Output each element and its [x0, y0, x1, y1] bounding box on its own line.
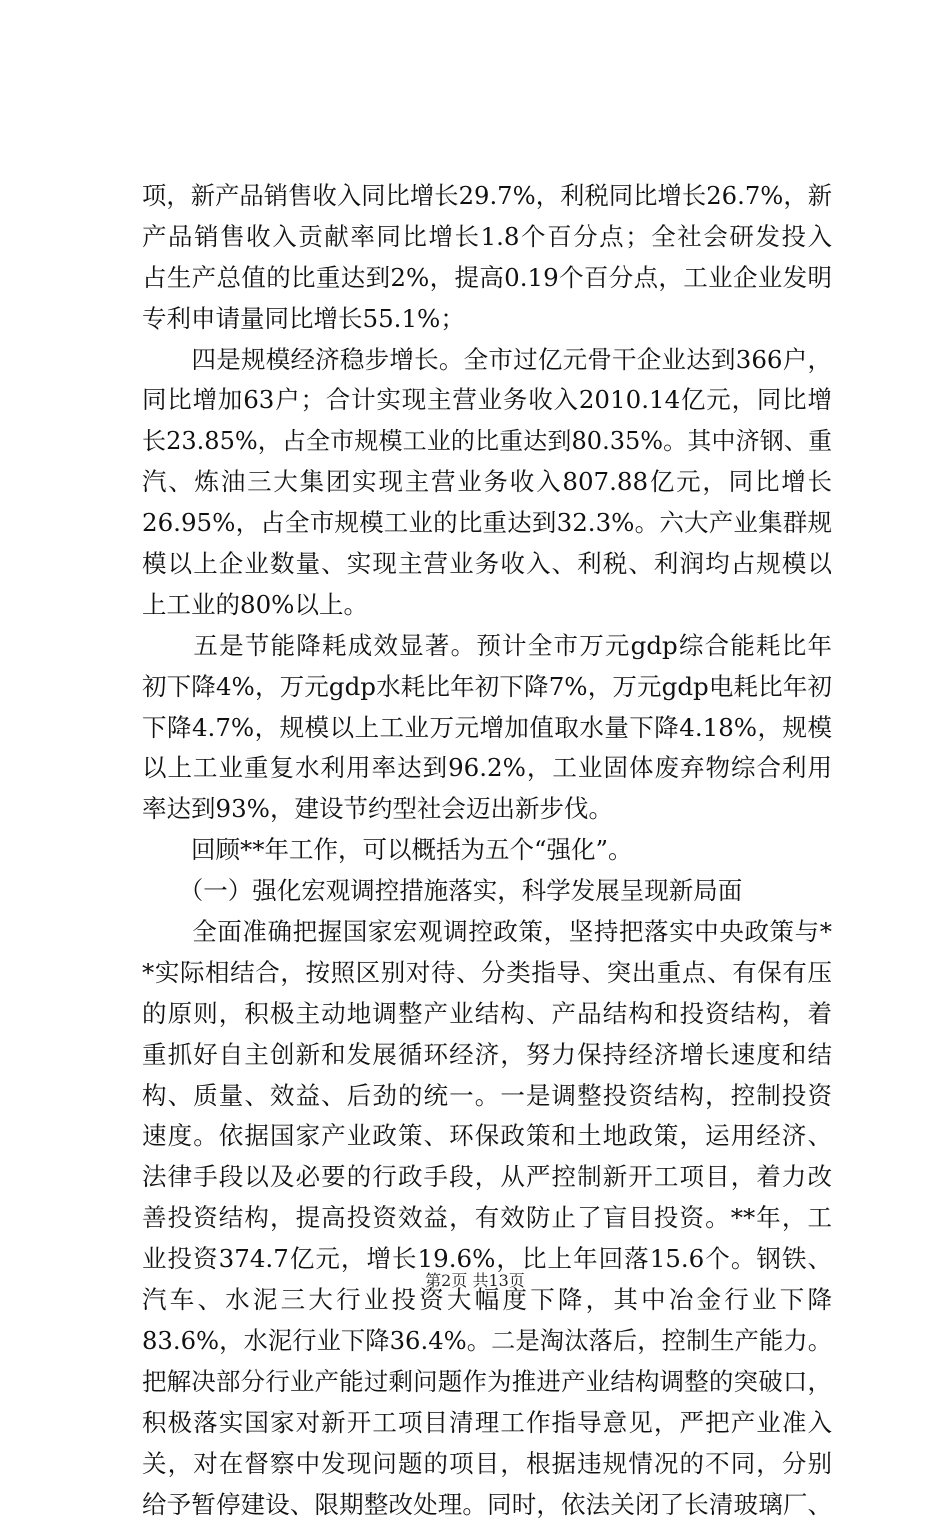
text-line: 专利申请量同比增长55.1%； [142, 299, 832, 340]
text-line: 给予暂停建设、限期整改处理。同时，依法关闭了长清玻璃厂、 [142, 1485, 832, 1525]
text-line: 以上工业重复水利用率达到96.2%，工业固体废弃物综合利用 [142, 748, 832, 789]
text-line: 把解决部分行业产能过剩问题作为推进产业结构调整的突破口， [142, 1362, 832, 1403]
text-line: 业投资374.7亿元，增长19.6%，比上年回落15.6个。钢铁、 [142, 1239, 832, 1280]
text-line: 26.95%，占全市规模工业的比重达到32.3%。六大产业集群规 [142, 503, 832, 544]
text-line: 速度。依据国家产业政策、环保政策和土地政策，运用经济、 [142, 1116, 832, 1157]
text-line: 占生产总值的比重达到2%，提高0.19个百分点，工业企业发明 [142, 258, 832, 299]
text-line: 善投资结构，提高投资效益，有效防止了盲目投资。**年，工 [142, 1198, 832, 1239]
text-line: 全面准确把握国家宏观调控政策，坚持把落实中央政策与* [142, 912, 832, 953]
page-footer: 第2页 共13页 [0, 1268, 950, 1291]
text-line: 初下降4%，万元gdp水耗比年初下降7%，万元gdp电耗比年初 [142, 667, 832, 708]
document-body [142, 176, 832, 1525]
text-line: 产品销售收入贡献率同比增长1.8个百分点；全社会研发投入 [142, 217, 832, 258]
text-line: 汽车、水泥三大行业投资大幅度下降，其中冶金行业下降 [142, 1280, 832, 1321]
text-line: *实际相结合，按照区别对待、分类指导、突出重点、有保有压 [142, 953, 832, 994]
text-line: 83.6%，水泥行业下降36.4%。二是淘汰落后，控制生产能力。 [142, 1321, 832, 1362]
text-line: 率达到93%，建设节约型社会迈出新步伐。 [142, 789, 832, 830]
text-line: 长23.85%，占全市规模工业的比重达到80.35%。其中济钢、重 [142, 421, 832, 462]
text-line: 积极落实国家对新开工项目清理工作指导意见，严把产业准入 [142, 1403, 832, 1444]
text-line: 项，新产品销售收入同比增长29.7%，利税同比增长26.7%，新 [142, 176, 832, 217]
text-line: 四是规模经济稳步增长。全市过亿元骨干企业达到366户， [142, 340, 832, 381]
text-line: 法律手段以及必要的行政手段，从严控制新开工项目，着力改 [142, 1157, 832, 1198]
text-line: 上工业的80%以上。 [142, 585, 832, 626]
section-heading: （一）强化宏观调控措施落实，科学发展呈现新局面 [142, 871, 832, 912]
text-line: 关，对在督察中发现问题的项目，根据违规情况的不同，分别 [142, 1444, 832, 1485]
text-line: 重抓好自主创新和发展循环经济，努力保持经济增长速度和结 [142, 1035, 832, 1076]
text-line: 五是节能降耗成效显著。预计全市万元gdp综合能耗比年 [142, 626, 832, 667]
text-line: 汽、炼油三大集团实现主营业务收入807.88亿元，同比增长 [142, 462, 832, 503]
text-line: 回顾**年工作，可以概括为五个“强化”。 [142, 830, 832, 871]
text-line: 模以上企业数量、实现主营业务收入、利税、利润均占规模以 [142, 544, 832, 585]
text-line: 的原则，积极主动地调整产业结构、产品结构和投资结构，着 [142, 994, 832, 1035]
text-line: 同比增加63户；合计实现主营业务收入2010.14亿元，同比增 [142, 380, 832, 421]
text-line: 下降4.7%，规模以上工业万元增加值取水量下降4.18%，规模 [142, 708, 832, 749]
text-line: 构、质量、效益、后劲的统一。一是调整投资结构，控制投资 [142, 1076, 832, 1117]
